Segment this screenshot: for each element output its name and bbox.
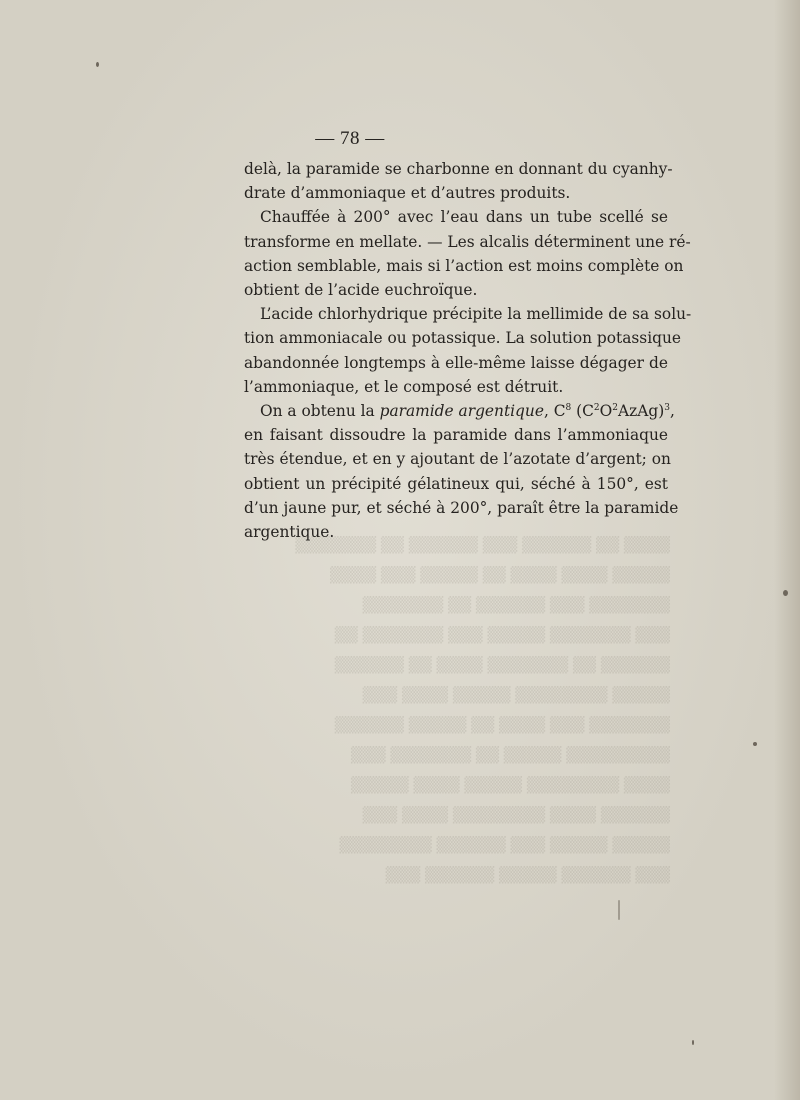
text-line: l’ammoniaque, et le composé est détruit. [244, 377, 564, 396]
formula-mid: O [599, 402, 613, 421]
text-line: drate d’ammoniaque et d’autres produits. [244, 184, 571, 203]
bleed-through-text: ▒▒▒▒ ▒▒ ▒▒▒▒▒▒ ▒▒▒ ▒▒▒▒▒▒ ▒▒ ▒▒▒▒▒▒▒ ▒▒▒▒▒ ▒▒▒▒ ▒▒▒▒ ▒▒ ▒▒▒▒▒ ▒▒▒ ▒▒▒▒ ▒▒▒▒▒▒▒ ▒▒▒ ▒▒▒▒▒▒ ▒▒ ▒▒▒▒▒▒▒ ▒▒▒ ▒▒▒▒▒▒▒ ▒▒▒▒▒ ▒▒▒ ▒▒▒▒▒▒▒ ▒▒ ▒▒▒▒▒▒ ▒▒ ▒▒▒▒▒▒▒ ▒▒▒▒ ▒▒ ▒▒▒▒▒▒ ▒▒▒▒▒ ▒▒▒▒▒▒▒▒ ▒▒▒▒▒ ▒▒▒▒ ▒▒▒ ▒▒▒▒▒▒▒ ▒▒▒ ▒▒▒▒ ▒▒ ▒▒▒▒▒ ▒▒▒▒▒▒ ▒▒▒▒▒▒▒▒▒ ▒▒▒▒▒ ▒▒ ▒▒▒▒▒▒▒ ▒▒▒ ▒▒▒▒ ▒▒▒▒▒▒▒▒ ▒▒▒▒▒ ▒▒▒▒ ▒▒▒▒▒ ▒▒▒▒▒▒ ▒▒▒▒ ▒▒▒▒▒▒▒▒ ▒▒▒▒ ▒▒▒ ▒▒▒▒▒ ▒▒▒▒▒ ▒▒▒ ▒▒▒▒▒▒ ▒▒▒▒▒▒▒▒ ▒▒▒ ▒▒▒▒▒▒ ▒▒▒▒▒ ▒▒▒▒▒▒ ▒▒▒ [295, 536, 670, 884]
paper-speck [96, 62, 99, 67]
paper-speck [618, 900, 620, 920]
text-line: L’acide chlorhydrique précipite la mellimide de sa solu- [260, 305, 692, 324]
paper-speck [783, 590, 788, 596]
text-line: très étendue, et en y ajoutant de l’azotate d’argent; on [244, 450, 671, 469]
formula-after: , C [543, 402, 566, 421]
text-line: delà, la paramide se charbonne en donnant du cyanhy- [244, 160, 673, 178]
text-line: transforme en mellate. — Les alcalis déterminent une ré- [244, 232, 691, 251]
formula-superscript: 2 [612, 403, 619, 414]
paper-speck [753, 742, 757, 746]
formula-superscript: 8 [565, 403, 572, 414]
text-line: argentique. [244, 523, 335, 542]
text-line: Chauffée à 200° avec l’eau dans un tube scellé se [260, 208, 668, 227]
formula-mid: (C [571, 402, 594, 421]
formula-italic-term: paramide argentique [379, 402, 544, 421]
text-line: obtient un précipité gélatineux qui, séché à 150°, est [244, 474, 668, 493]
body-text [244, 157, 692, 544]
text-line: en faisant dissoudre la paramide dans l’ammoniaque [244, 426, 668, 445]
formula-before: On a obtenu la [260, 402, 380, 421]
formula-superscript: 3 [664, 403, 670, 414]
text-line: tion ammoniacale ou potassique. La solution potassique [244, 329, 681, 348]
text-line: obtient de l’acide euchroïque. [244, 281, 478, 300]
formula-end: , [669, 402, 675, 421]
page-edge-shadow [774, 0, 800, 1100]
text-line: d’un jaune pur, et séché à 200°, paraît être la paramide [244, 498, 679, 517]
paper-speck [692, 1040, 694, 1045]
text-line: action semblable, mais si l’action est moins complète on [244, 256, 684, 275]
text-line: abandonnée longtemps à elle-même laisse dégager de [244, 353, 668, 372]
formula-superscript: 2 [593, 403, 600, 414]
formula-line [244, 399, 675, 423]
formula-mid: AzAg) [618, 402, 665, 421]
page-number: — 78 — [315, 128, 385, 149]
